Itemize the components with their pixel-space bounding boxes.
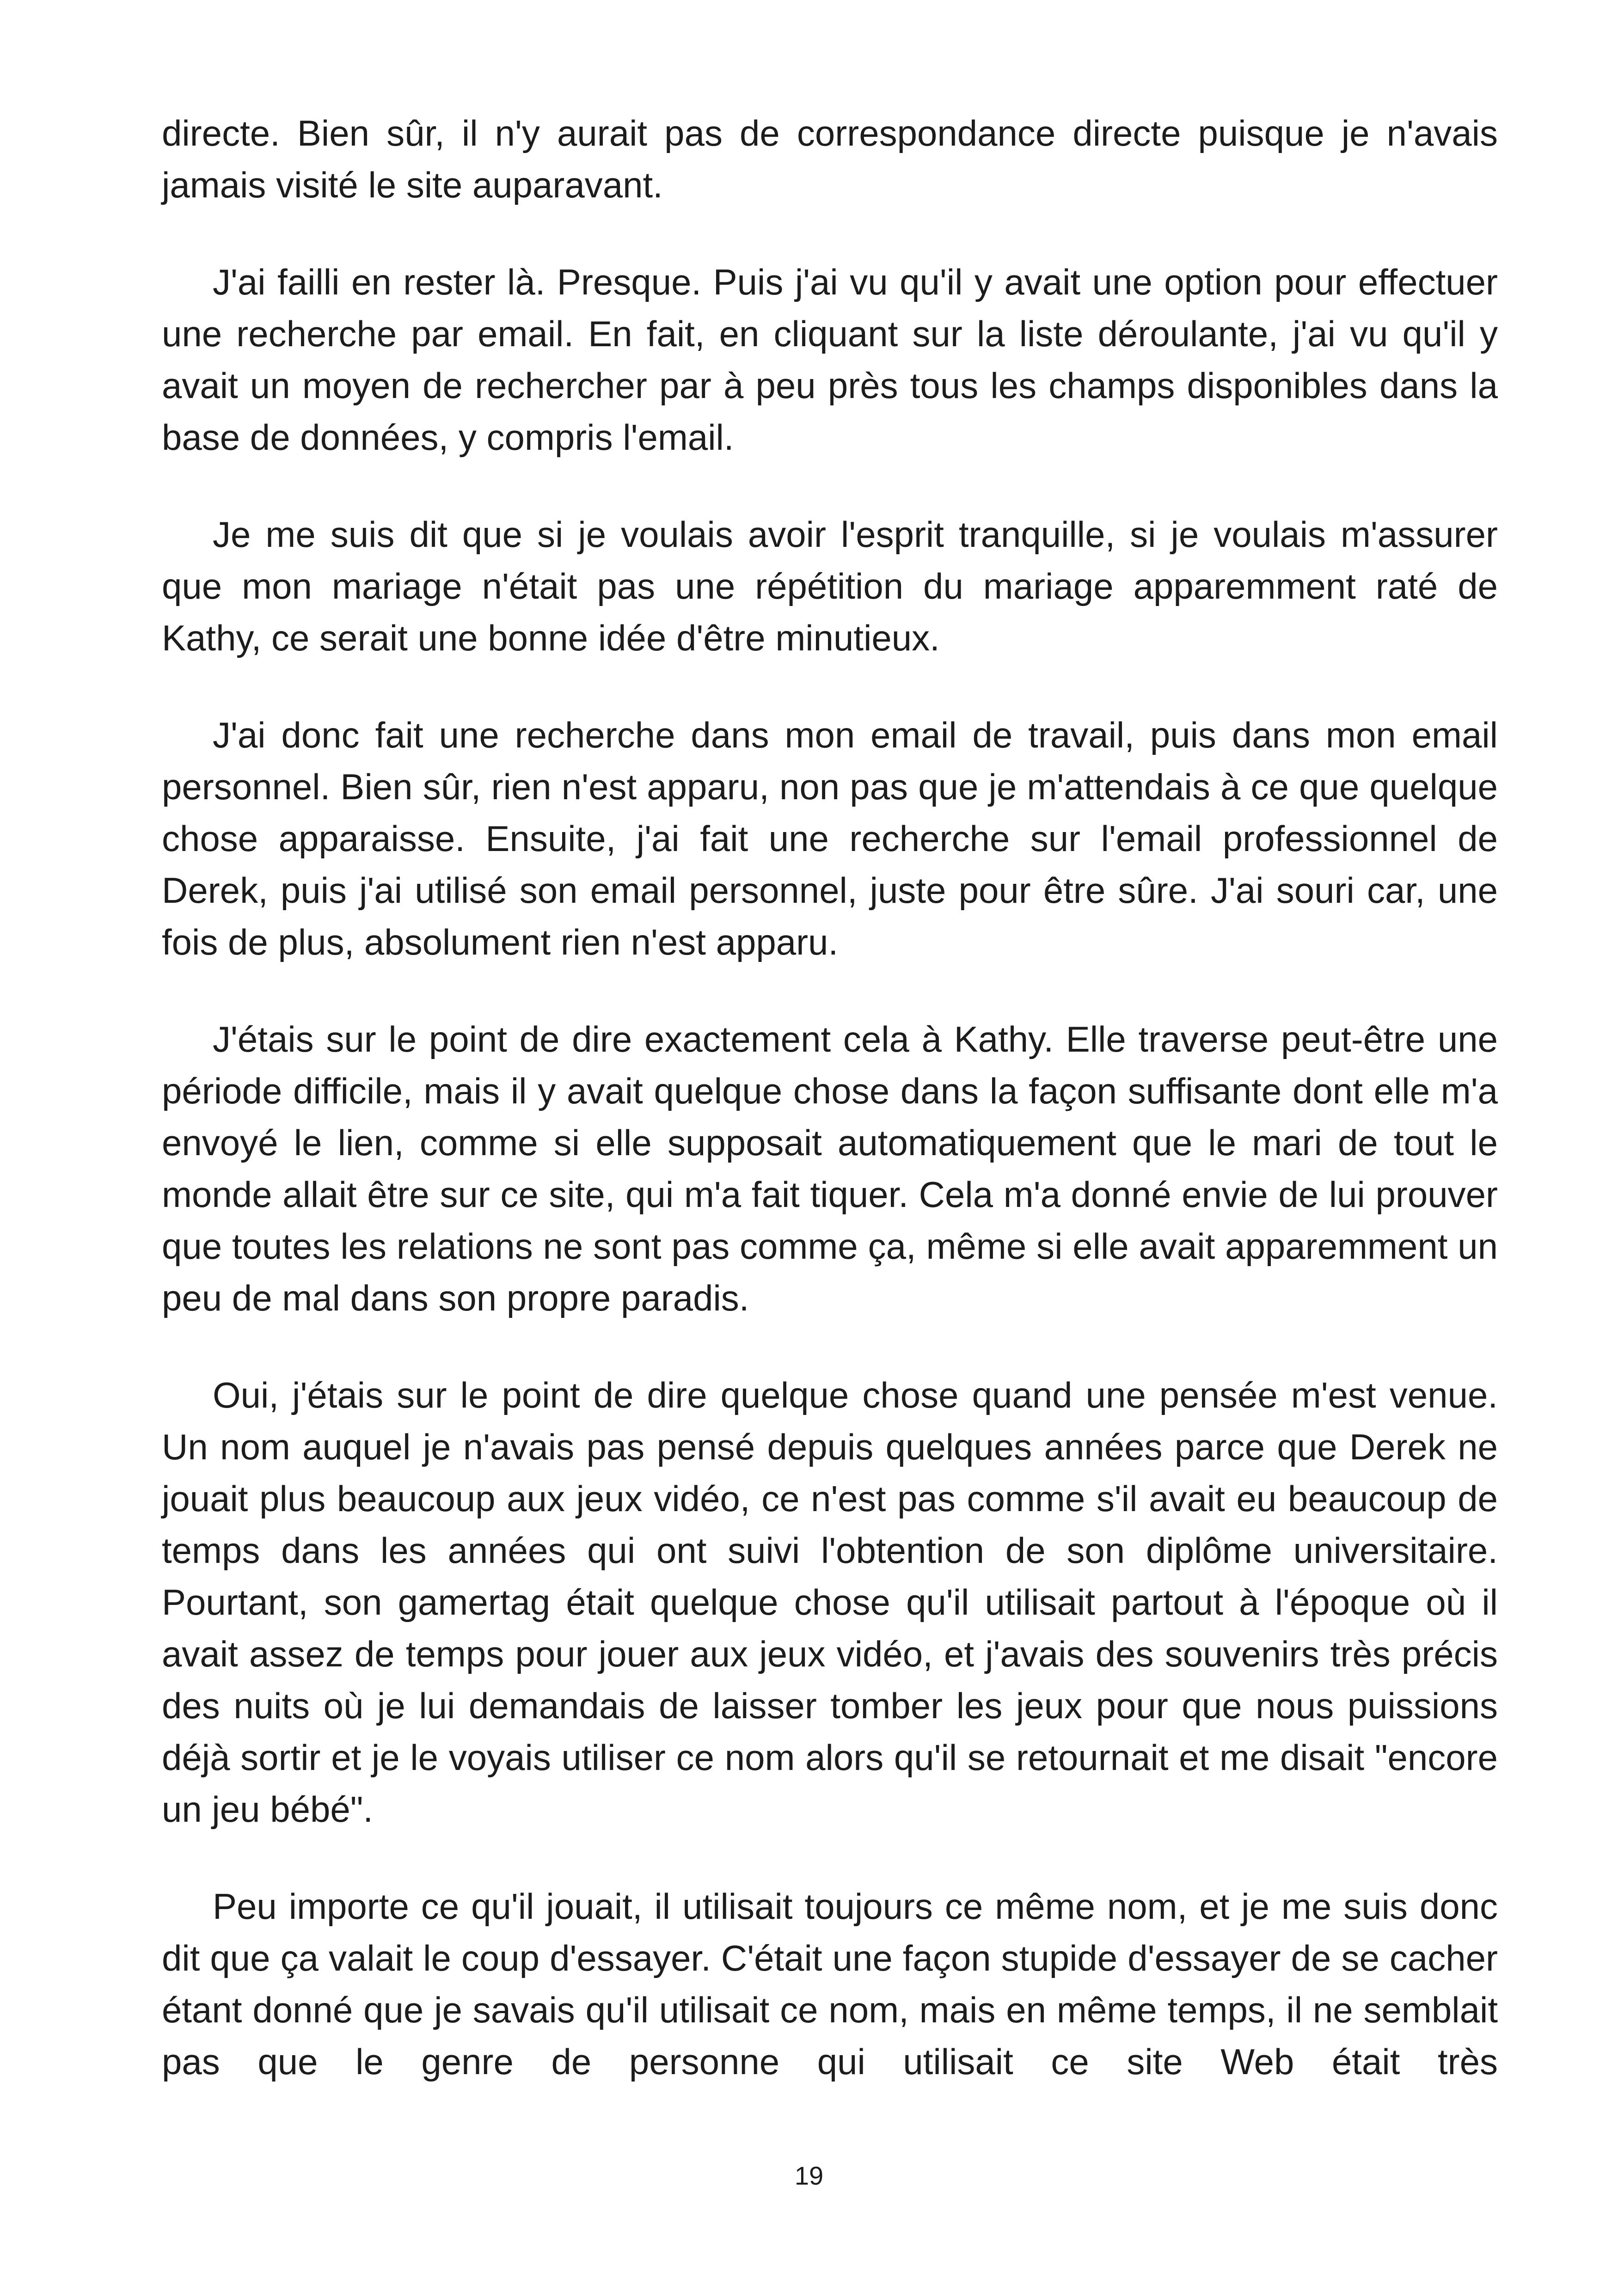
paragraph-7: Peu importe ce qu'il jouait, il utilisait toujours ce même nom, et je me suis donc dit que ça valait le coup d'essayer. C'était une façon stupide d'essayer de se cacher étant donné que je savais qu'il utilisait ce nom, mais en même temps, il ne semblait pas que le genre de personne qui utilisait ce site Web était très [162,1886,1498,2082]
page-number: 19 [794,2161,824,2190]
paragraph-5: J'étais sur le point de dire exactement cela à Kathy. Elle traverse peut-être une période difficile, mais il y avait quelque chose dans la façon suffisante dont elle m'a envoyé le lien, comme si elle supposait automatiquement que le mari de tout le monde allait être sur ce site, qui m'a fait tiquer. Cela m'a donné envie de lui prouver que toutes les relations ne sont pas comme ça, même si elle avait apparemment un peu de mal dans son propre paradis. [162,1019,1498,1318]
body-text [162,107,1498,2088]
paragraph-3: Je me suis dit que si je voulais avoir l'esprit tranquille, si je voulais m'assurer que mon mariage n'était pas une répétition du mariage apparemment raté de Kathy, ce serait une bonne idée d'être minutieux. [162,514,1498,658]
paragraph-4: J'ai donc fait une recherche dans mon email de travail, puis dans mon email personnel. Bien sûr, rien n'est apparu, non pas que je m'attendais à ce que quelque chose apparaisse. Ensuite, j'ai fait une recherche sur l'email professionnel de Derek, puis j'ai utilisé son email personnel, juste pour être sûre. J'ai souri car, une fois de plus, absolument rien n'est apparu. [162,715,1498,962]
paragraph-1: directe. Bien sûr, il n'y aurait pas de correspondance directe puisque je n'avais jamais visité le site auparavant. [162,113,1498,205]
paragraph-6: Oui, j'étais sur le point de dire quelque chose quand une pensée m'est venue. Un nom auquel je n'avais pas pensé depuis quelques années parce que Derek ne jouait plus beaucoup aux jeux vidéo, ce n'est pas comme s'il avait eu beaucoup de temps dans les années qui ont suivi l'obtention de son diplôme universitaire. Pourtant, son gamertag était quelque chose qu'il utilisait partout à l'époque où il avait assez de temps pour jouer aux jeux vidéo, et j'avais des souvenirs très précis des nuits où je lui demandais de laisser tomber les jeux pour que nous puissions déjà sortir et je le voyais utiliser ce nom alors qu'il se retournait et me disait "encore un jeu bébé". [162,1375,1498,1830]
paragraph-2: J'ai failli en rester là. Presque. Puis j'ai vu qu'il y avait une option pour effectuer une recherche par email. En fait, en cliquant sur la liste déroulante, j'ai vu qu'il y avait un moyen de rechercher par à peu près tous les champs disponibles dans la base de données, y compris l'email. [162,262,1498,458]
